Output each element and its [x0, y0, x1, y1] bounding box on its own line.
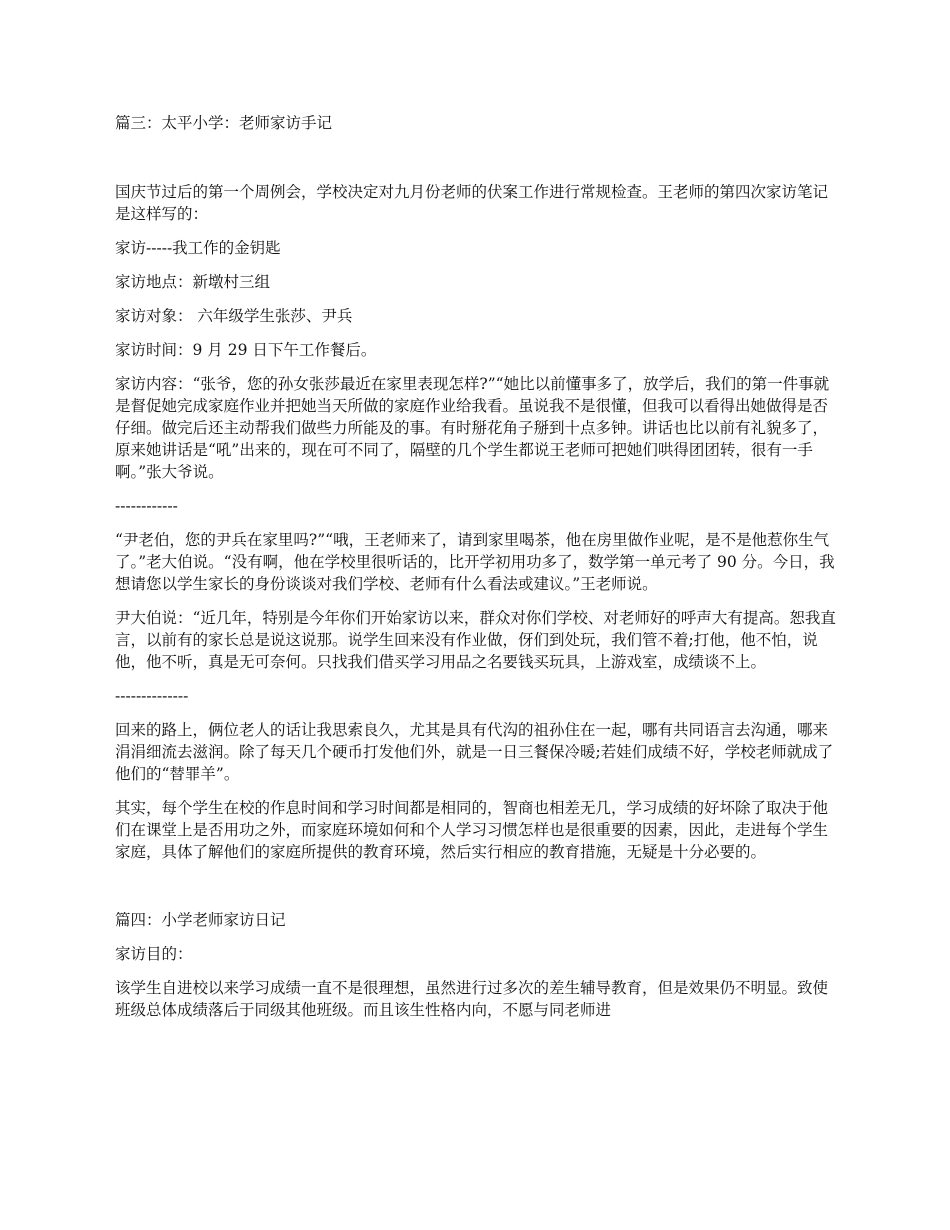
purpose-label: 家访目的：: [115, 945, 193, 963]
document-body: [115, 112, 837, 1033]
section4-title: 篇四：小学老师家访日记: [115, 911, 286, 929]
separator-2: --------------: [115, 687, 189, 705]
section3-intro: 国庆节过后的第一个周例会，学校决定对九月份老师的伏案工作进行常规检查。王老师的第四次家访笔记是这样写的：: [115, 183, 829, 223]
reply-paragraph: 尹大伯说：“近几年，特别是今年你们开始家访以来，群众对你们学校、对老师好的呼声大有提高。恕我直言，以前有的家长总是说这说那。说学生回来没有作业做，伢们到处玩，我们管不着;打他，他不怕，说他，他不听，真是无可奈何。只找我们借买学习用品之名要钱买玩具，上游戏室，成绩谈不上。: [115, 609, 836, 671]
section3-subtitle: 家访-----我工作的金钥匙: [115, 239, 281, 257]
visit-content: 家访内容：“张爷，您的孙女张莎最近在家里表现怎样?”“她比以前懂事多了，放学后，我们的第一件事就是督促她完成家庭作业并把她当天所做的家庭作业给我看。虽说我不是很懂，但我可以看得出她做得是否仔细。做完后还主动帮我们做些力所能及的事。有时掰花角子掰到十点多钟。讲话也比以前有礼貌多了，原来她讲话是“吼”出来的，现在可不同了，隔壁的几个学生都说王老师可把她们哄得团团转，很有一手啊。”张大爷说。: [115, 375, 830, 481]
separator-1: ------------: [115, 497, 178, 515]
section3-title: 篇三：太平小学：老师家访手记: [115, 114, 333, 132]
dialog-paragraph: “尹老伯，您的尹兵在家里吗?”“哦，王老师来了，请到家里喝茶，他在房里做作业呢，是不是他惹你生气了。”老大伯说。“没有啊，他在学校里很听话的，比开学初用功多了，数学第一单元考了 90 分。今日，我想请您以学生家长的身份谈谈对我们学校、老师有什么看法或建议。”王老师说。: [115, 531, 835, 593]
purpose-text: 该学生自进校以来学习成绩一直不是很理想，虽然进行过多次的差生辅导教育，但是效果仍不明显。致使班级总体成绩落后于同级其他班级。而且该生性格内向，不愿与同老师进: [115, 979, 829, 1019]
reflection-paragraph: 回来的路上，俩位老人的话让我思索良久，尤其是具有代沟的祖孙住在一起，哪有共同语言去沟通，哪来涓涓细流去滋润。除了每天几个硬币打发他们外，就是一日三餐保冷暖;若娃们成绩不好，学校老师就成了他们的“替罪羊”。: [115, 721, 834, 783]
visit-target: 家访对象： 六年级学生张莎、尹兵: [115, 307, 353, 325]
visit-time: 家访时间：9 月 29 日下午工作餐后。: [115, 341, 377, 359]
visit-location: 家访地点：新墩村三组: [115, 273, 271, 291]
conclusion-paragraph: 其实，每个学生在校的作息时间和学习时间都是相同的，智商也相差无几，学习成绩的好坏除了取决于他们在课堂上是否用功之外，而家庭环境如何和个人学习习惯怎样也是很重要的因素，因此，走进每个学生家庭，具体了解他们的家庭所提供的教育环境，然后实行相应的教育措施，无疑是十分必要的。: [115, 799, 829, 861]
